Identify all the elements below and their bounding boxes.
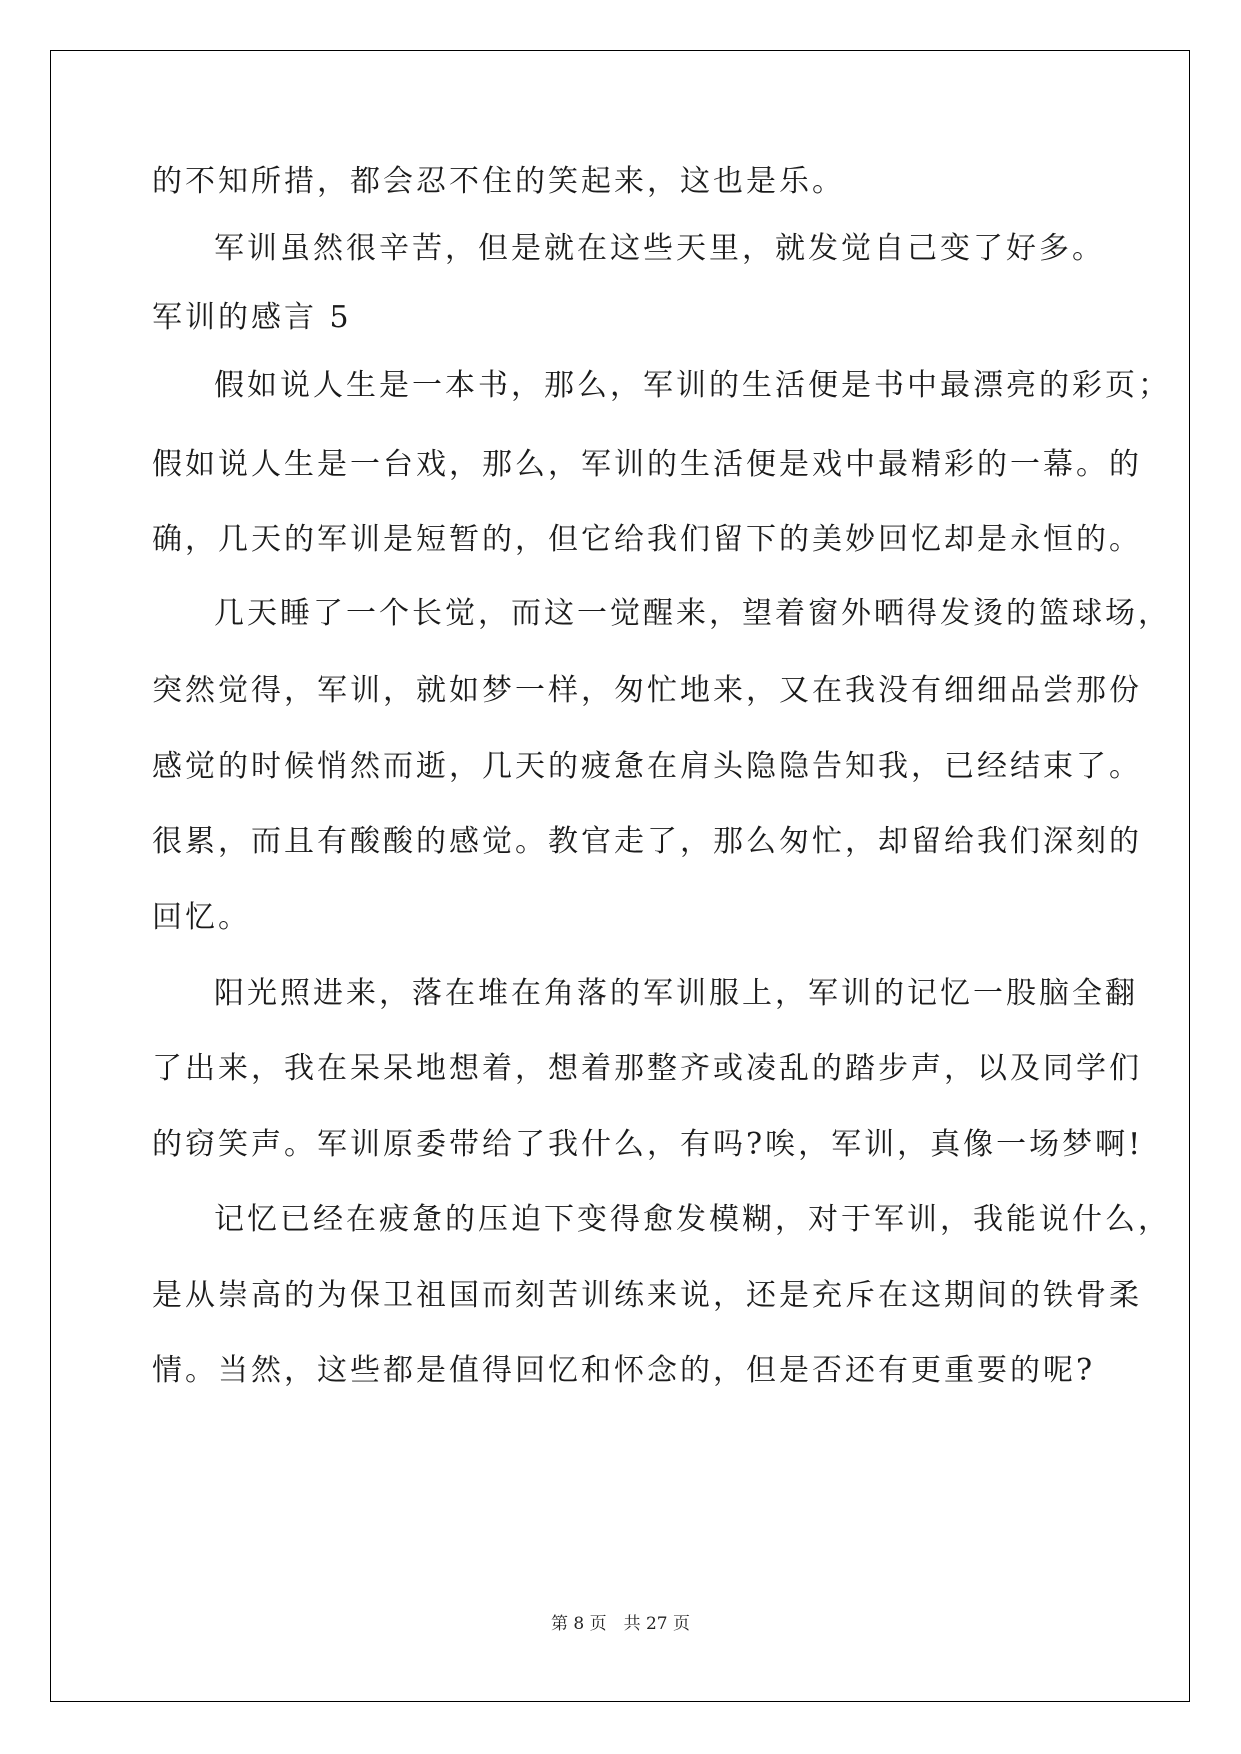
text-line: 是从崇高的为保卫祖国而刻苦训练来说，还是充斥在这期间的铁骨柔 — [152, 1278, 1142, 1313]
paragraph-line: 记忆已经在疲惫的压迫下变得愈发模糊，对于军训，我能说什么， — [214, 1202, 1171, 1237]
text-line: 确，几天的军训是短暂的，但它给我们留下的美妙回忆却是永恒的。 — [152, 522, 1142, 557]
text-line: 感觉的时候悄然而逝，几天的疲惫在肩头隐隐告知我，已经结束了。 — [152, 749, 1142, 784]
text-line: 回忆。 — [152, 900, 251, 935]
page-number-footer: 第 8 页 共 27 页 — [550, 1614, 691, 1634]
text-line: 的窃笑声。军训原委带给了我什么，有吗?唉，军训，真像一场梦啊! — [152, 1127, 1144, 1162]
text-line: 很累，而且有酸酸的感觉。教官走了，那么匆忙，却留给我们深刻的 — [152, 824, 1142, 859]
text-line: 突然觉得，军训，就如梦一样，匆忙地来，又在我没有细细品尝那份 — [152, 673, 1142, 708]
section-heading: 军训的感言 5 — [152, 300, 352, 335]
paragraph-line: 假如说人生是一本书，那么，军训的生活便是书中最漂亮的彩页； — [214, 368, 1171, 403]
paragraph-line: 军训虽然很辛苦，但是就在这些天里，就发觉自己变了好多。 — [214, 231, 1105, 266]
text-line: 了出来，我在呆呆地想着，想着那整齐或凌乱的踏步声，以及同学们 — [152, 1051, 1142, 1086]
text-line: 的不知所措，都会忍不住的笑起来，这也是乐。 — [152, 164, 845, 199]
paragraph-line: 阳光照进来，落在堆在角落的军训服上，军训的记忆一股脑全翻 — [214, 976, 1138, 1011]
text-line: 情。当然，这些都是值得回忆和怀念的，但是否还有更重要的呢? — [152, 1353, 1096, 1388]
text-line: 假如说人生是一台戏，那么，军训的生活便是戏中最精彩的一幕。的 — [152, 447, 1142, 482]
paragraph-line: 几天睡了一个长觉，而这一觉醒来，望着窗外晒得发烫的篮球场， — [214, 596, 1171, 631]
